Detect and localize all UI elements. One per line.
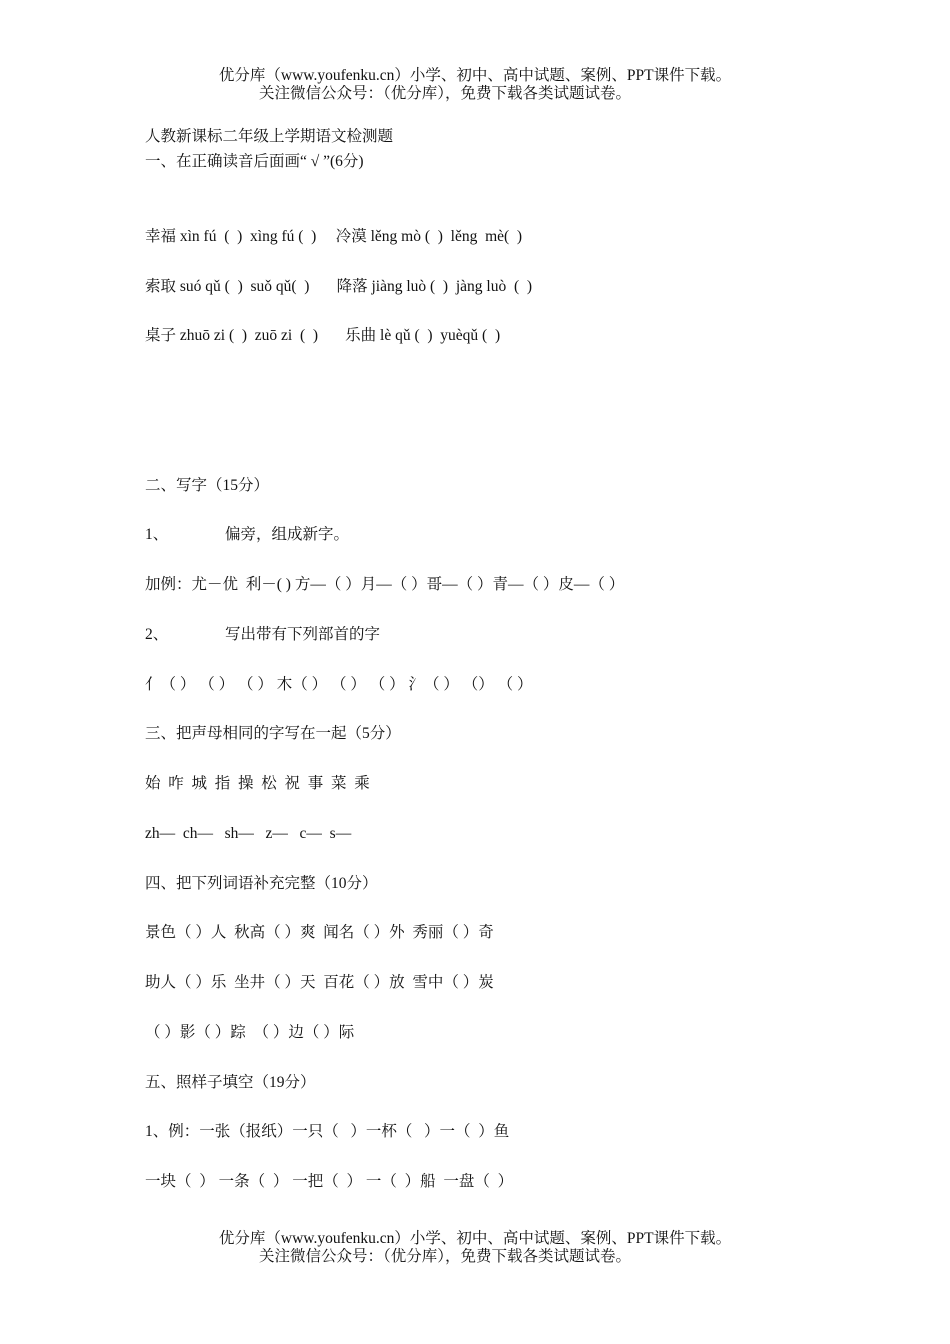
page-header xyxy=(0,67,950,103)
character-list: 始 咋 城 指 操 松 祝 事 菜 乘 xyxy=(145,775,370,792)
radical-line: 亻（ ） （ ） （ ） 木（ ） （ ） （ ） 氵（ ） （） （ ） xyxy=(145,676,533,693)
footer-line-1: 优分库（www.youfenku.cn）小学、初中、高中试题、案例、PPT课件下载。 xyxy=(218,1230,732,1247)
question-2-2 xyxy=(145,625,380,645)
section-5-heading: 五、照样子填空（19分） xyxy=(145,1074,316,1091)
question-text: 写出带有下列部首的字 xyxy=(225,626,381,643)
section-2-heading: 二、写字（15分） xyxy=(145,477,270,494)
measure-word-row: 一块（ ） 一条（ ） 一把（ ） 一（ ）船 一盘（ ） xyxy=(145,1173,514,1190)
initial-groups: zh— ch— sh— z— c— s— xyxy=(145,825,352,842)
pinyin-row: 索取 suó qǔ ( ) suǒ qǔ( ) 降落 jiàng luò ( ) jàng luò ( ) xyxy=(145,278,533,295)
question-text: 偏旁，组成新字。 xyxy=(225,526,350,543)
section-3-heading: 三、把声母相同的字写在一起（5分） xyxy=(145,725,401,742)
section-1-heading: 一、在正确读音后面画“ √ ”(6分) xyxy=(145,153,364,170)
pinyin-row: 幸福 xìn fú ( ) xìng fú ( ) 冷漠 lěng mò ( ) lěng mè( ) xyxy=(145,228,523,245)
footer-line-2: 关注微信公众号：（优分库），免费下载各类试题试卷。 xyxy=(258,1248,631,1265)
header-line-2: 关注微信公众号：（优分库），免费下载各类试题试卷。 xyxy=(258,85,631,102)
header-line-1: 优分库（www.youfenku.cn）小学、初中、高中试题、案例、PPT课件下载。 xyxy=(218,67,732,84)
question-2-1 xyxy=(145,525,349,545)
question-number: 2、 xyxy=(145,626,169,643)
example-line: 加例：尤－优 利－( ) 方—（ ）月—（ ）哥—（ ）青—（ ）皮—（ ） xyxy=(145,576,625,593)
page-footer xyxy=(0,1230,950,1266)
idiom-row: 助人（ ）乐 坐井（ ）天 百花（ ）放 雪中（ ）炭 xyxy=(145,974,494,991)
measure-word-row: 1、例：一张（报纸）一只（ ）一杯（ ）一（ ）鱼 xyxy=(145,1123,510,1140)
question-number: 1、 xyxy=(145,526,169,543)
section-4-heading: 四、把下列词语补充完整（10分） xyxy=(145,875,378,892)
pinyin-row: 桌子 zhuō zi ( ) zuō zi ( ) 乐曲 lè qǔ ( ) yuèqǔ ( ) xyxy=(145,327,501,344)
idiom-row: （ ）影（ ）踪 （ ）边（ ）际 xyxy=(145,1024,355,1041)
document-title: 人教新课标二年级上学期语文检测题 xyxy=(145,128,394,145)
idiom-row: 景色（ ）人 秋高（ ）爽 闻名（ ）外 秀丽（ ）奇 xyxy=(145,924,494,941)
